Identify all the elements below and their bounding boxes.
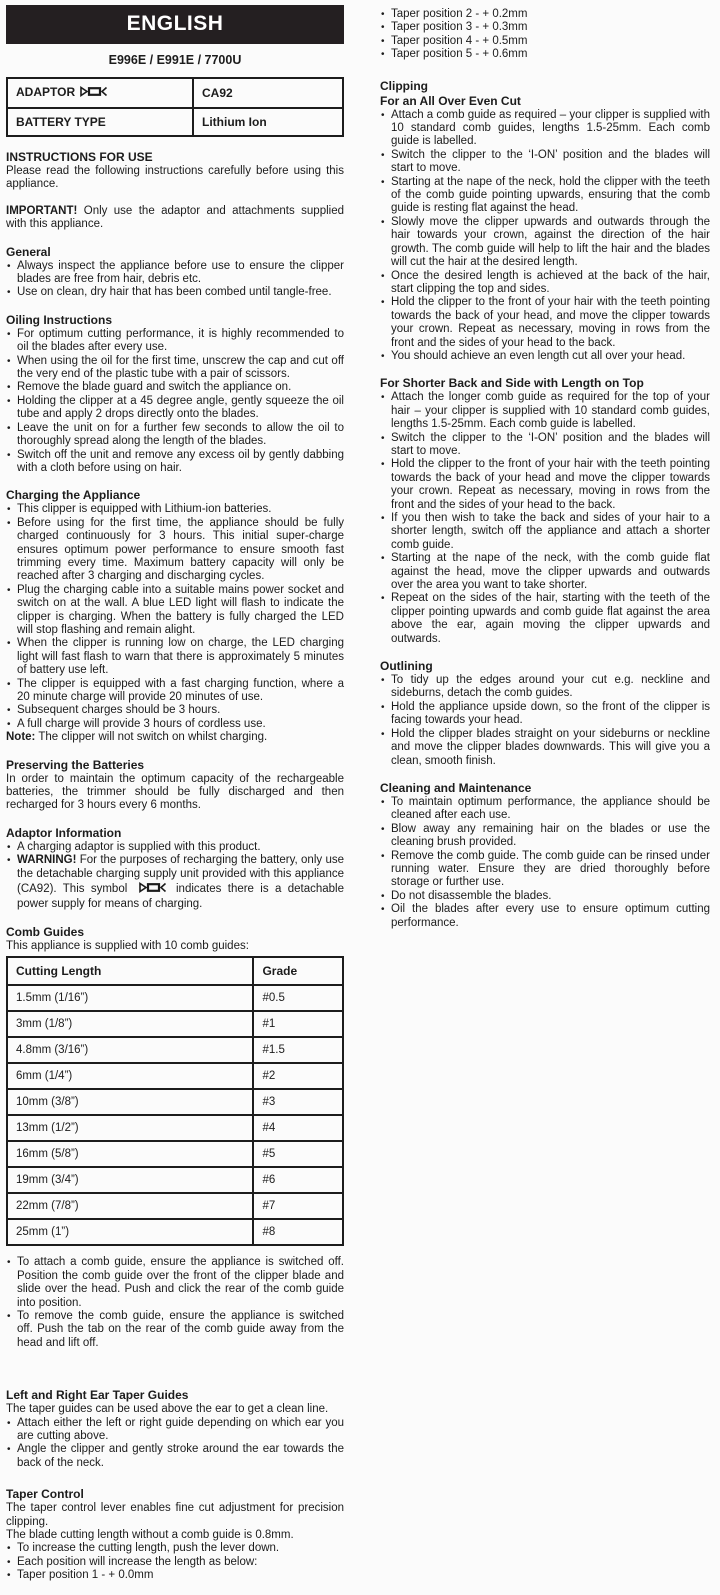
bullet-item: • Attach the longer comb guide as required for the top of your hair – your clipper is supplied with 10 standard comb guides, lengths 1.5-25mm. Each comb guide is labelled. xyxy=(380,391,710,431)
bullet-list xyxy=(6,503,344,731)
comb-table-row xyxy=(7,1141,343,1167)
cutting-length-cell: 19mm (3/4”) xyxy=(7,1167,253,1193)
cutting-length-cell: 25mm (1”) xyxy=(7,1219,253,1245)
bullet-item: • Always inspect the appliance before use to ensure the clipper blades are free from hair, debris etc. xyxy=(6,260,344,287)
bullet-list xyxy=(6,260,344,300)
cutting-length-cell: 22mm (7/8”) xyxy=(7,1193,253,1219)
bullet-item: • Repeat on the sides of the hair, starting with the teeth of the clipper pointing upwards and comb guide flat against the area above the ear, again moving the clipper upwards and outwards. xyxy=(380,592,710,646)
section-heading: For Shorter Back and Side with Length on Top xyxy=(380,376,644,391)
bullet-item: • Do not disassemble the blades. xyxy=(380,890,710,903)
section-heading: Preserving the Batteries xyxy=(6,757,145,772)
section-heading: Left and Right Ear Taper Guides xyxy=(6,1388,189,1403)
bullet-item: • Each position will increase the length as below: xyxy=(6,1556,344,1569)
bullet-item: • WARNING! For the purposes of recharging the battery, only use the detachable charging supply unit provided with this appliance (CA92). This symbol indicates there is a detachable power supply for means of charging. xyxy=(6,854,344,912)
spec-value-cell: CA92 xyxy=(193,78,343,108)
bullet-item: • Once the desired length is achieved at the back of the hair, start clipping the top and sides. xyxy=(380,270,710,297)
comb-table-row xyxy=(7,1089,343,1115)
bullet-item: • To maintain optimum performance, the appliance should be cleaned after each use. xyxy=(380,796,710,823)
model-numbers: E996E / E991E / 7700U xyxy=(108,53,242,67)
spec-label: ADAPTOR xyxy=(16,85,76,99)
bullet-item: • Starting at the nape of the neck, hold the clipper with the teeth of the comb guide pointing upwards, ensuring that the comb guide is resting flat against the head. xyxy=(380,176,710,216)
comb-table-row xyxy=(7,1115,343,1141)
bullet-item: • Switch the clipper to the ‘I-ON’ position and the blades will start to move. xyxy=(380,149,710,176)
bold-lead: IMPORTANT! xyxy=(6,204,78,217)
bullet-item: • Remove the comb guide. The comb guide can be rinsed under running water. Ensure they are dried thoroughly before storage or further use. xyxy=(380,850,710,890)
section-heading: For an All Over Even Cut xyxy=(380,93,521,108)
bullet-item: • A full charge will provide 3 hours of cordless use. xyxy=(6,718,344,731)
section-heading: INSTRUCTIONS FOR USE xyxy=(6,150,153,164)
bullet-item: • When using the oil for the first time, unscrew the cap and cut off the very end of the plastic tube with a pair of scissors. xyxy=(6,355,344,382)
language-banner xyxy=(6,5,344,44)
cutting-length-cell: 6mm (1/4”) xyxy=(7,1063,253,1089)
comb-table-header: Grade xyxy=(253,957,343,985)
grade-cell: #1.5 xyxy=(253,1037,343,1063)
grade-cell: #0.5 xyxy=(253,985,343,1011)
bullet-item: • Taper position 4 - + 0.5mm xyxy=(380,35,710,48)
paragraph: IMPORTANT! Only use the adaptor and attachments supplied with this appliance. xyxy=(6,204,344,231)
bullet-list xyxy=(380,391,710,646)
bullet-item: • Remove the blade guard and switch the appliance on. xyxy=(6,381,344,394)
bullet-item: • Slowly move the clipper upwards and outwards through the hair towards your crown, against the direction of the hair growth. The comb guide will help to lift the hair and the blades will cut the hair at the desired length. xyxy=(380,216,710,270)
bullet-item: • You should achieve an even length cut all over your head. xyxy=(380,350,710,363)
bullet-item: • Before using for the first time, the appliance should be fully charged continuously for 3 hours. This initial super-charge ensures optimum power performance to ensure smooth fast trimming every time. Maximum battery capacity will only be reached after 3 charging and discharging cycles. xyxy=(6,517,344,584)
spec-value-cell: Lithium Ion xyxy=(193,108,343,136)
bullet-item: • Holding the clipper at a 45 degree angle, gently squeeze the oil tube and apply 2 drops directly onto the blades. xyxy=(6,395,344,422)
bullet-list xyxy=(380,109,710,364)
grade-cell: #1 xyxy=(253,1011,343,1037)
grade-cell: #7 xyxy=(253,1193,343,1219)
bullet-item: • Subsequent charges should be 3 hours. xyxy=(6,704,344,717)
comb-table-row xyxy=(7,1011,343,1037)
bullet-item: • When the clipper is running low on charge, the LED charging light will fast flash to warn that there is approximately 5 minutes of battery use left. xyxy=(6,637,344,677)
bullet-list xyxy=(380,796,710,930)
paragraph: Please read the following instructions carefully before using this appliance. xyxy=(6,165,344,191)
section-heading: Clipping xyxy=(380,78,428,93)
spec-label-cell xyxy=(7,108,193,136)
comb-table-row xyxy=(7,1193,343,1219)
bullet-item: • Use on clean, dry hair that has been combed until tangle-free. xyxy=(6,286,344,299)
bullet-item: • To remove the comb guide, ensure the appliance is switched off. Push the tab on the rear of the comb guide away from the head and lift off. xyxy=(6,1310,344,1350)
bullet-list xyxy=(6,841,344,912)
bullet-item: • This clipper is equipped with Lithium-ion batteries. xyxy=(6,503,344,516)
paragraph: This appliance is supplied with 10 comb guides: xyxy=(6,939,249,952)
section-heading: Oiling Instructions xyxy=(6,312,113,327)
bullet-item: • Switch off the unit and remove any excess oil by gently dabbing with a cloth before using on hair. xyxy=(6,449,344,476)
bullet-item: • For optimum cutting performance, it is highly recommended to oil the blades after every use. xyxy=(6,328,344,355)
bullet-item: • Hold the clipper to the front of your hair with the teeth pointing towards the back of your head and move the clipper towards your crown. Repeat as necessary, moving in rows from the front and the sides of your head to the back. xyxy=(380,458,710,512)
section-heading: Charging the Appliance xyxy=(6,488,141,503)
bullet-item: • Switch the clipper to the ‘I-ON’ position and the blades will start to move. xyxy=(380,432,710,459)
bullet-item: • Oil the blades after every use to ensure optimum cutting performance. xyxy=(380,903,710,930)
comb-table-row xyxy=(7,1063,343,1089)
spec-table-row xyxy=(7,108,343,136)
bullet-item: • Hold the clipper blades straight on your sideburns or neckline and move the clipper blades downwards. This will give you a clean, smooth finish. xyxy=(380,728,710,768)
bullet-item: • Taper position 1 - + 0.0mm xyxy=(6,1569,344,1582)
cutting-length-cell: 4.8mm (3/16”) xyxy=(7,1037,253,1063)
comb-table-header-row xyxy=(7,957,343,985)
grade-cell: #3 xyxy=(253,1089,343,1115)
comb-table-row xyxy=(7,985,343,1011)
bullet-item: • Hold the appliance upside down, so the front of the clipper is facing towards your head. xyxy=(380,701,710,728)
section-heading: Outlining xyxy=(380,659,433,674)
section-heading: Comb Guides xyxy=(6,924,85,939)
comb-table-row xyxy=(7,1037,343,1063)
section-heading: Adaptor Information xyxy=(6,825,122,840)
bullet-item: • To attach a comb guide, ensure the appliance is switched off. Position the comb guide over the front of the clipper blade and slide over the head. Push and click the rear of the comb guide into position. xyxy=(6,1256,344,1310)
spec-table xyxy=(6,77,344,137)
cutting-length-cell: 13mm (1/2”) xyxy=(7,1115,253,1141)
bullet-item: • To increase the cutting length, push the lever down. xyxy=(6,1542,344,1555)
comb-table-row xyxy=(7,1219,343,1245)
spec-label-cell xyxy=(7,78,193,108)
grade-cell: #4 xyxy=(253,1115,343,1141)
bullet-item: • Angle the clipper and gently stroke around the ear towards the back of the neck. xyxy=(6,1443,344,1470)
cutting-length-cell: 3mm (1/8”) xyxy=(7,1011,253,1037)
bullet-item: • Leave the unit on for a further few seconds to allow the oil to thoroughly spread along the length of the blades. xyxy=(6,422,344,449)
spec-label: BATTERY TYPE xyxy=(16,115,106,129)
bullet-item: • Starting at the nape of the neck, with the comb guide flat against the head, move the clipper upwards and outwards over the area you want to take shorter. xyxy=(380,552,710,592)
paragraph: The taper control lever enables fine cut adjustment for precision clipping. xyxy=(6,1502,344,1528)
detachable-power-supply-icon xyxy=(137,881,167,898)
comb-table-header: Cutting Length xyxy=(7,957,253,985)
cutting-length-cell: 16mm (5/8”) xyxy=(7,1141,253,1167)
right-column xyxy=(380,5,710,1583)
bullet-item: • To tidy up the edges around your cut e.g. neckline and sideburns, detach the comb guides. xyxy=(380,674,710,701)
bullet-item: • If you then wish to take the back and sides of your hair to a shorter length, switch off the appliance and attach a shorter comb guide. xyxy=(380,512,710,552)
detachable-power-supply-icon xyxy=(78,85,108,101)
spec-table-row xyxy=(7,78,343,108)
bullet-item: • Attach either the left or right guide depending on which ear you are cutting above. xyxy=(6,1417,344,1444)
paragraph: The blade cutting length without a comb guide is 0.8mm. xyxy=(6,1528,294,1541)
left-column xyxy=(6,5,344,1583)
bullet-item: • Plug the charging cable into a suitable mains power socket and switch on at the wall. A blue LED light will flash to indicate the clipper is charging. When the battery is fully charged the LED will stop flashing and remain alight. xyxy=(6,584,344,638)
bold-lead: Note: xyxy=(6,731,36,744)
bullet-item: • Taper position 2 - + 0.2mm xyxy=(380,8,710,21)
bullet-item: • The clipper is equipped with a fast charging function, where a 20 minute charge will provide 20 minutes of use. xyxy=(6,678,344,705)
bullet-list xyxy=(380,674,710,768)
section-heading: Cleaning and Maintenance xyxy=(380,780,532,795)
bullet-list xyxy=(6,328,344,475)
bullet-list xyxy=(6,1256,344,1350)
grade-cell: #5 xyxy=(253,1141,343,1167)
bullet-item: • Attach a comb guide as required – your clipper is supplied with 10 standard comb guides, lengths 1.5-25mm. Each comb guide is labelled. xyxy=(380,109,710,149)
cutting-length-cell: 10mm (3/8”) xyxy=(7,1089,253,1115)
bullet-list xyxy=(6,1417,344,1471)
paragraph: In order to maintain the optimum capacity of the rechargeable batteries, the trimmer should be fully discharged and then recharged for 3 hours every 6 months. xyxy=(6,772,344,812)
bold-lead: WARNING! xyxy=(17,854,77,867)
comb-table-row xyxy=(7,1167,343,1193)
bullet-item: • Hold the clipper to the front of your hair with the teeth pointing towards the back of your head, and move the clipper towards your crown. Repeat as necessary, moving in rows from the front and the sides of your head to the back. xyxy=(380,296,710,350)
bullet-item: • Blow away any remaining hair on the blades or use the cleaning brush provided. xyxy=(380,823,710,850)
language-banner-label: ENGLISH xyxy=(126,12,224,35)
bullet-list xyxy=(6,1542,344,1582)
paragraph: The taper guides can be used above the ear to get a clean line. xyxy=(6,1403,329,1416)
grade-cell: #8 xyxy=(253,1219,343,1245)
bullet-list xyxy=(380,8,710,62)
paragraph: Note: The clipper will not switch on whilst charging. xyxy=(6,731,268,744)
cutting-length-cell: 1.5mm (1/16”) xyxy=(7,985,253,1011)
section-heading: Taper Control xyxy=(6,1487,84,1502)
grade-cell: #2 xyxy=(253,1063,343,1089)
grade-cell: #6 xyxy=(253,1167,343,1193)
comb-guides-table xyxy=(6,956,344,1246)
section-heading: General xyxy=(6,244,51,259)
bullet-item: • Taper position 3 - + 0.3mm xyxy=(380,21,710,34)
bullet-item: • A charging adaptor is supplied with this product. xyxy=(6,841,344,854)
bullet-item: • Taper position 5 - + 0.6mm xyxy=(380,48,710,61)
